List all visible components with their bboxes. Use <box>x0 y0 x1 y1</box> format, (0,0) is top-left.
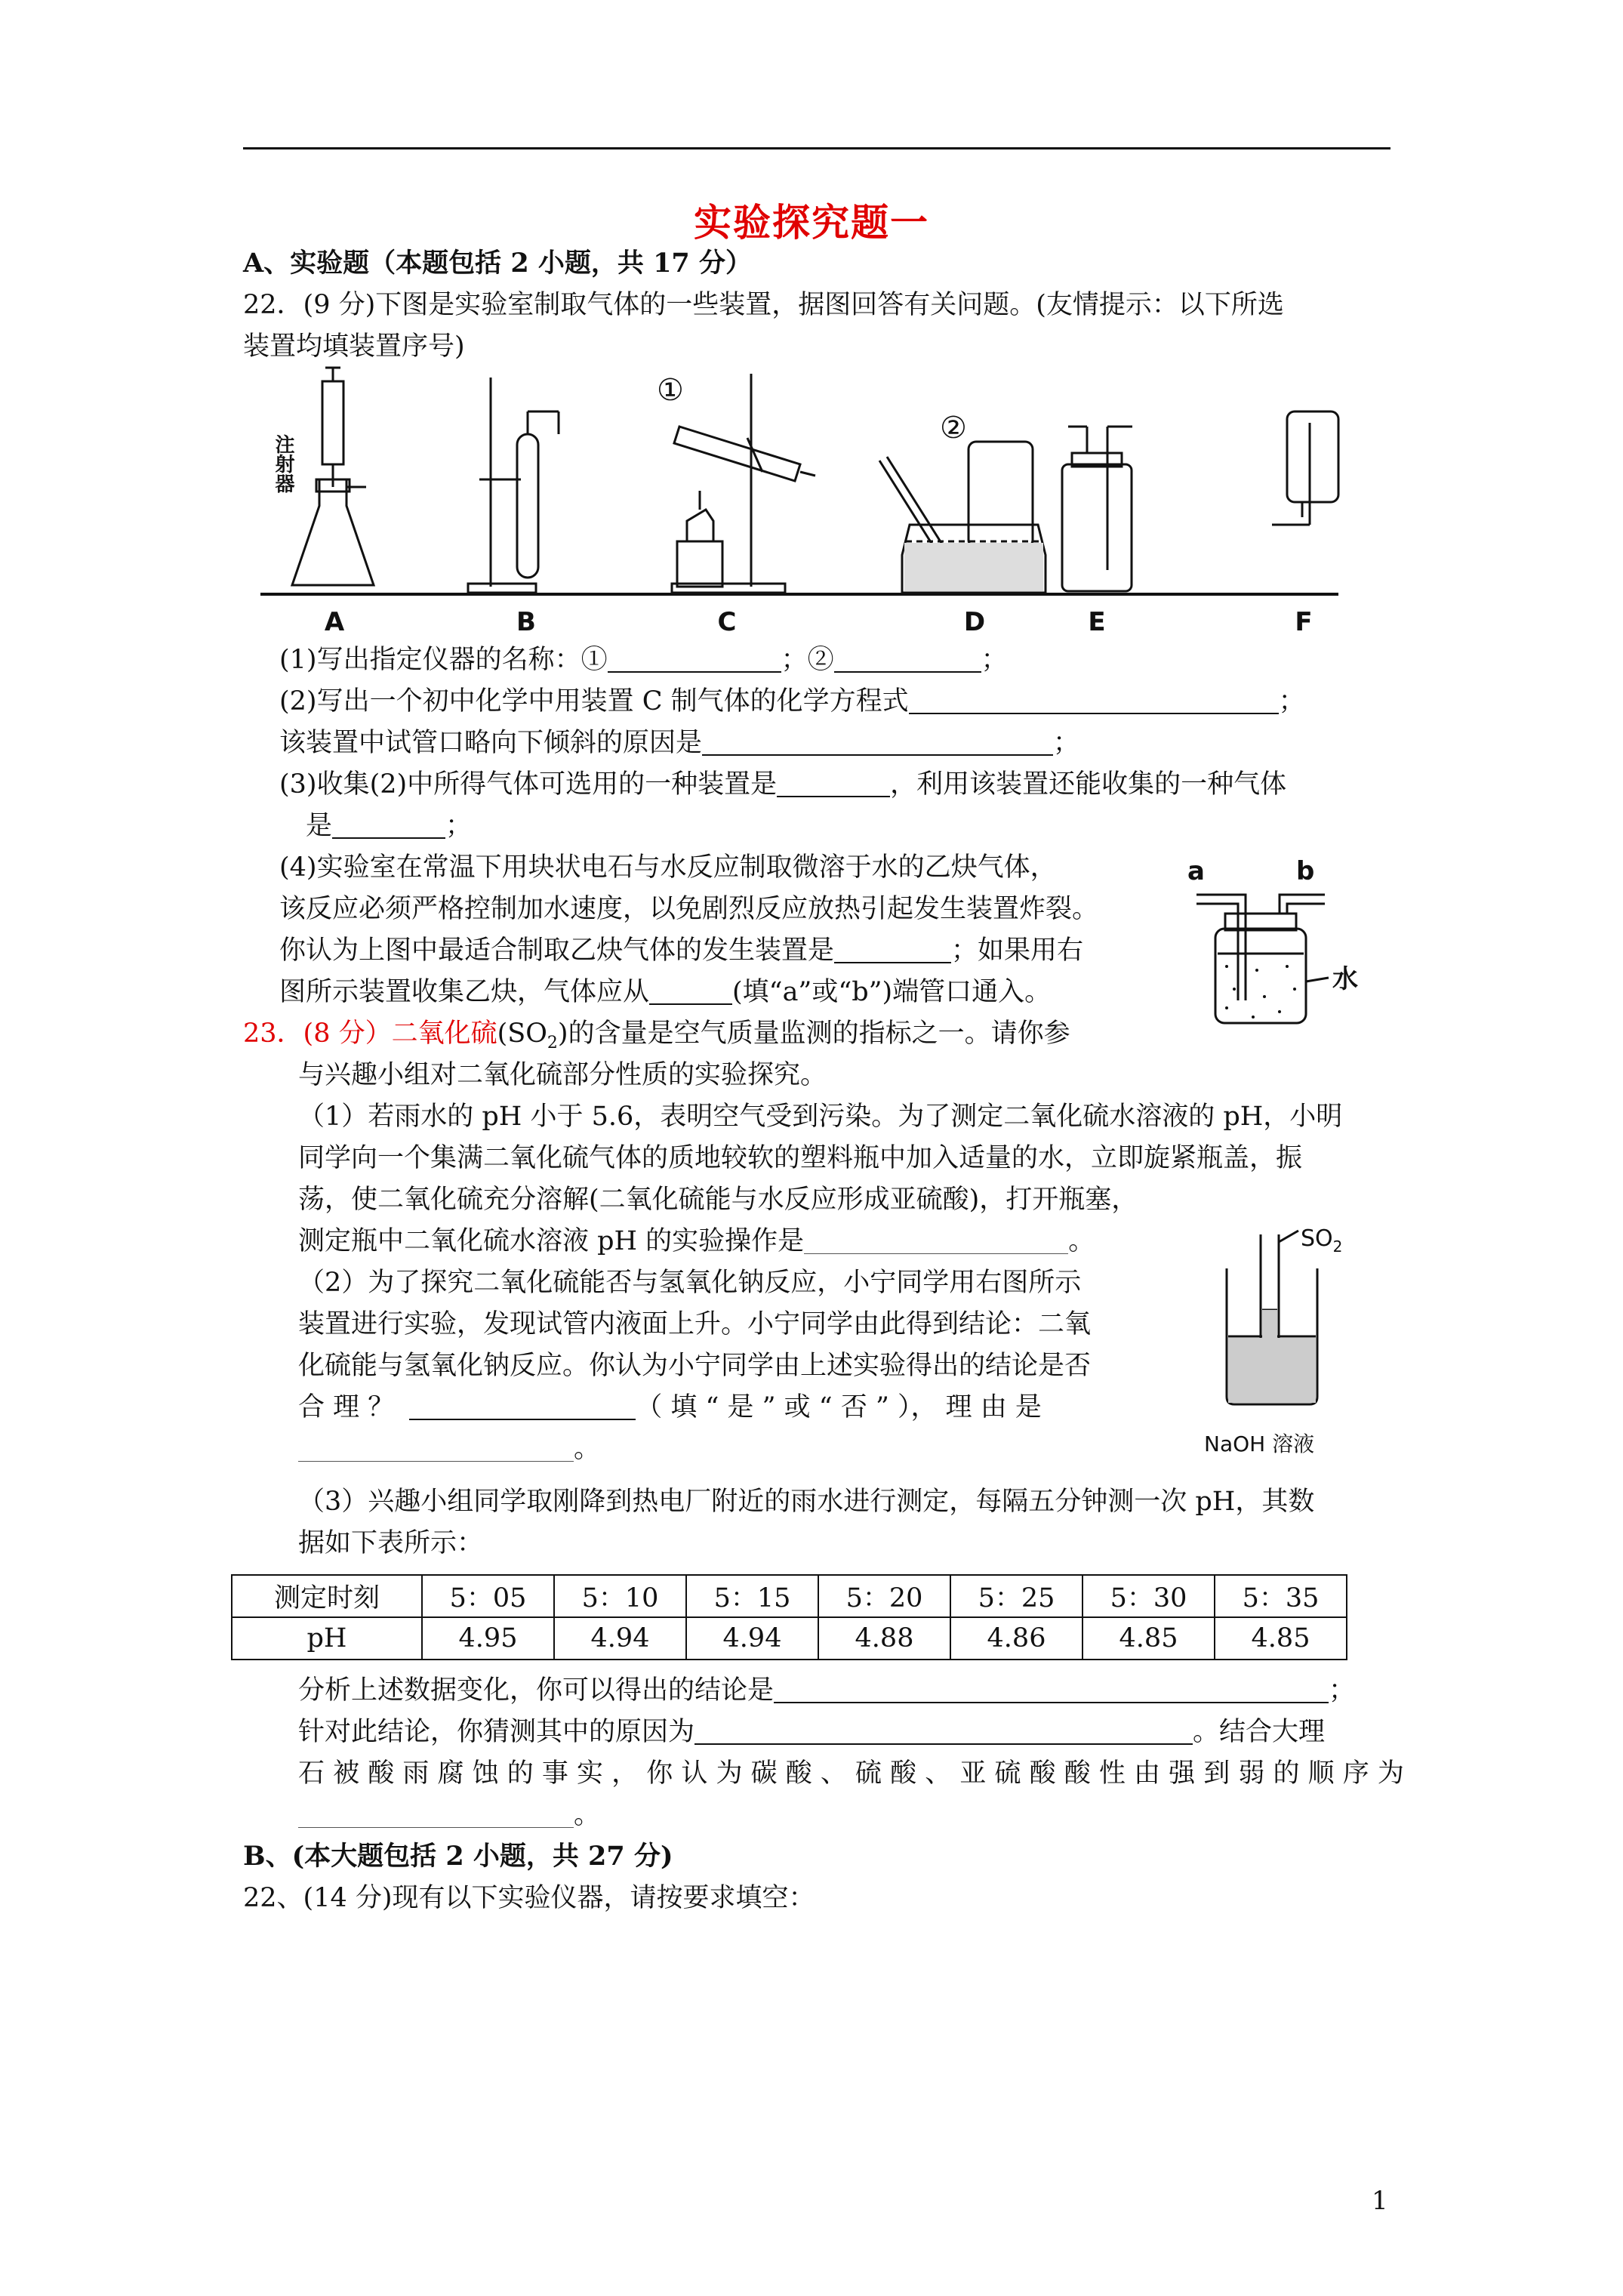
table-cell-time: 5：25 <box>950 1575 1083 1617</box>
table-header-ph: pH <box>232 1617 422 1660</box>
q23-analysis-line3: 石 被 酸 雨 腐 蚀 的 事 实 ， 你 认 为 碳 酸 、 硫 酸 、 亚 硫 酸 酸 性 由 强 到 弱 的 顺 序 为 <box>298 1758 1404 1789</box>
q22-part4-line3: 你认为上图中最适合制取乙炔气体的发生装置是 ；如果用右 <box>279 935 1084 966</box>
q22b-intro: 22、(14 分)现有以下实验仪器，请按要求填空： <box>243 1883 815 1913</box>
ph-data-table <box>231 1574 1347 1660</box>
instrument-mark-2: ② <box>940 411 967 445</box>
table-cell-time: 5：05 <box>422 1575 554 1617</box>
apparatus-label-c: C <box>717 607 737 637</box>
q23-s2-line3: 化硫能与氢氧化钠反应。你认为小宁同学由上述实验得出的结论是否 <box>298 1351 1092 1381</box>
answer-blank-reason[interactable] <box>298 1434 574 1462</box>
table-cell-ph: 4.88 <box>818 1617 950 1660</box>
answer-blank-ph-operation[interactable] <box>804 1226 1068 1254</box>
answer-blank-instrument-2[interactable] <box>834 644 981 673</box>
table-cell-ph: 4.95 <box>422 1617 554 1660</box>
tube-label-b: b <box>1296 856 1315 886</box>
q22-part2-line2: 该装置中试管口略向下倾斜的原因是 ； <box>279 728 1080 758</box>
q23-s2-line5: 。 <box>298 1432 600 1465</box>
table-cell-time: 5：20 <box>818 1575 950 1617</box>
answer-blank-acid-order[interactable] <box>298 1800 574 1828</box>
page-title: 实验探究题一 <box>694 200 929 245</box>
answer-blank-equation[interactable] <box>909 686 1279 714</box>
water-label: 水 <box>1332 964 1358 994</box>
so2-label: $SO_2$ <box>1301 1225 1343 1256</box>
apparatus-figure <box>260 366 1340 642</box>
naoh-label: NaOH 溶液 <box>1204 1432 1315 1456</box>
apparatus-label-e: E <box>1088 607 1106 637</box>
tube-label-a: a <box>1187 856 1205 886</box>
answer-blank-inlet[interactable] <box>649 976 732 1005</box>
q23-s1-line4: 测定瓶中二氧化硫水溶液 pH 的实验操作是 。 <box>298 1226 1095 1256</box>
table-cell-ph: 4.85 <box>1083 1617 1215 1660</box>
q23-heading-line2: 与兴趣小组对二氧化硫部分性质的实验探究。 <box>298 1060 827 1090</box>
q23-analysis-line4: 。 <box>298 1798 600 1832</box>
so2-naoh-figure <box>1204 1223 1385 1472</box>
answer-blank-generator[interactable] <box>834 935 951 963</box>
table-row-ph <box>232 1617 1347 1660</box>
section-a-heading: A、实验题（本题包括 2 小题，共 17 分） <box>243 248 752 279</box>
table-header-time: 测定时刻 <box>232 1575 422 1617</box>
apparatus-label-f: F <box>1295 607 1313 637</box>
apparatus-label-a: A <box>324 607 345 637</box>
q22-intro-line2: 装置均填装置序号) <box>243 331 465 362</box>
section-b-heading: B、(本大题包括 2 小题，共 27 分) <box>243 1841 673 1872</box>
table-cell-time: 5：10 <box>554 1575 686 1617</box>
q23-s1-line3: 荡，使二氧化硫充分溶解(二氧化硫能与水反应形成亚硫酸)，打开瓶塞， <box>298 1185 1138 1215</box>
q23-s3-line1: （3）兴趣小组同学取刚降到热电厂附近的雨水进行测定，每隔五分钟测一次 pH，其数 <box>298 1487 1315 1517</box>
answer-blank-collect-device[interactable] <box>777 769 890 797</box>
answer-blank-other-gas[interactable] <box>332 810 445 839</box>
q22-part2-line1: (2)写出一个初中化学中用装置 C 制气体的化学方程式 ； <box>279 686 1305 717</box>
table-cell-ph: 4.94 <box>686 1617 818 1660</box>
answer-blank-cause[interactable] <box>694 1716 1193 1745</box>
instrument-mark-1: ① <box>657 373 684 408</box>
q23-analysis-line1: 分析上述数据变化，你可以得出的结论是 ； <box>298 1675 1356 1706</box>
water-bottle-figure <box>1174 849 1385 1027</box>
q22-part1: (1)写出指定仪器的名称：① ；② ； <box>279 645 1008 675</box>
syringe-label: 注射器 <box>272 434 294 493</box>
q23-s2-line2: 装置进行实验，发现试管内液面上升。小宁同学由此得到结论：二氧 <box>298 1309 1092 1339</box>
table-cell-ph: 4.94 <box>554 1617 686 1660</box>
answer-blank-tube-reason[interactable] <box>702 727 1053 756</box>
q22-part4-line2: 该反应必须严格控制加水速度，以免剧烈反应放热引起发生装置炸裂。 <box>279 894 1099 924</box>
q23-analysis-line2: 针对此结论，你猜测其中的原因为 。结合大理 <box>298 1717 1326 1747</box>
q23-heading: 23．(8 分）二氧化硫$(SO_2)$的含量是空气质量监测的指标之一。请你参 <box>243 1019 1070 1052</box>
q23-s2-line4: 合 理 ？ （ 填 “ 是 ” 或 “ 否 ” ）， 理 由 是 <box>298 1392 1042 1422</box>
q22-part3-line1: (3)收集(2)中所得气体可选用的一种装置是 ，利用该装置还能收集的一种气体 <box>279 769 1287 800</box>
table-cell-time: 5：35 <box>1215 1575 1347 1617</box>
q22-intro-line1: 22．(9 分)下图是实验室制取气体的一些装置，据图回答有关问题。(友情提示：以下所选 <box>243 290 1284 320</box>
table-cell-time: 5：30 <box>1083 1575 1215 1617</box>
table-cell-ph: 4.86 <box>950 1617 1083 1660</box>
q22-part4-line4: 图所示装置收集乙炔，气体应从 (填“a”或“b”)端管口通入。 <box>279 977 1052 1007</box>
q23-s1-line2: 同学向一个集满二氧化硫气体的质地较软的塑料瓶中加入适量的水，立即旋紧瓶盖，振 <box>298 1143 1303 1173</box>
table-row-times <box>232 1575 1347 1617</box>
answer-blank-reasonable[interactable] <box>409 1391 636 1420</box>
header-rule <box>243 147 1390 149</box>
q23-s2-line1: （2）为了探究二氧化硫能否与氢氧化钠反应，小宁同学用右图所示 <box>298 1268 1082 1298</box>
apparatus-label-d: D <box>963 607 986 637</box>
page-number: 1 <box>1372 2186 1388 2216</box>
table-cell-ph: 4.85 <box>1215 1617 1347 1660</box>
q22-part4-line1: (4)实验室在常温下用块状电石与水反应制取微溶于水的乙炔气体， <box>279 852 1057 883</box>
answer-blank-conclusion[interactable] <box>774 1675 1329 1703</box>
q23-s3-line2: 据如下表所示： <box>298 1528 484 1558</box>
q22-part3-line2: 是 ； <box>306 811 473 841</box>
answer-blank-instrument-1[interactable] <box>608 644 781 673</box>
table-cell-time: 5：15 <box>686 1575 818 1617</box>
apparatus-label-b: B <box>516 607 536 637</box>
q23-s1-line1: （1）若雨水的 pH 小于 5.6，表明空气受到污染。为了测定二氧化硫水溶液的 pH，小明 <box>298 1102 1343 1132</box>
